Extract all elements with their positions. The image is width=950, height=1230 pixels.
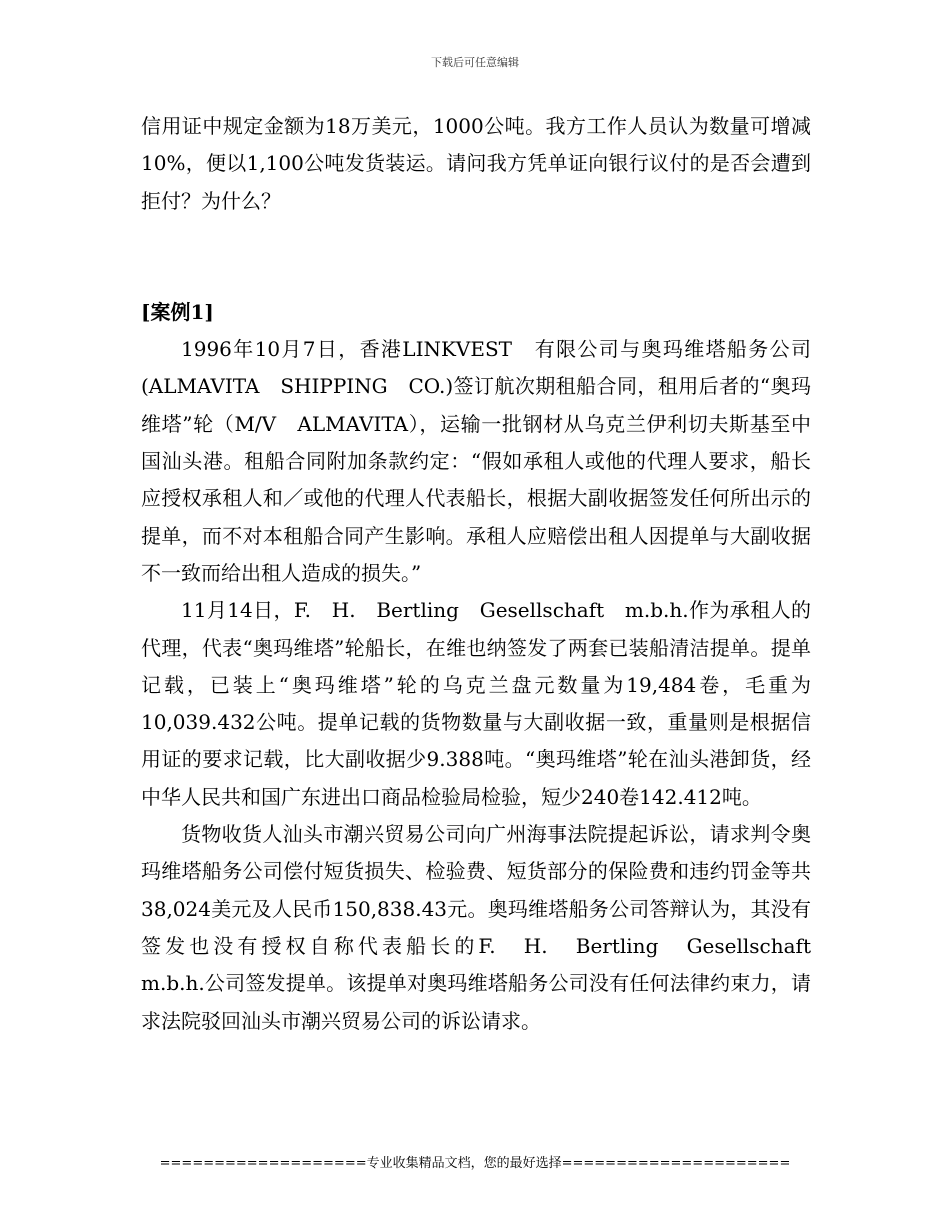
intro-paragraph: 信用证中规定金额为18万美元，1000公吨。我方工作人员认为数量可增减10%，便以1,100公吨发货装运。请问我方凭单证向银行议付的是否会遭到拒付？为什么？ <box>141 114 811 213</box>
case-paragraph-2: 11月14日，F. H. Bertling Gesellschaft m.b.h.作为承租人的代理，代表“奥玛维塔”轮船长，在维也纳签发了两套已装船清洁提单。提单记载，已装上“奥玛维塔”轮的乌克兰盘元数量为19,484卷，毛重为10,039.432公吨。提单记载的货物数量与大副收据一致，重量则是根据信用证的要求记载，比大副收据少9.388吨。“奥玛维塔”轮在汕头港卸货，经中华人民共和国广东进出口商品检验局检验，短少240卷142.412吨。 <box>141 598 811 809</box>
case-paragraph-1: 1996年10月7日，香港LINKVEST 有限公司与奥玛维塔船务公司(ALMAVITA SHIPPING CO.)签订航次期租船合同，租用后者的“奥玛维塔”轮（M/V ALMAVITA），运输一批钢材从乌克兰伊利切夫斯基至中国汕头港。租船合同附加条款约定：“假如承租人或他的代理人要求，船长应授权承租人和／或他的代理人代表船长，根据大副收据签发任何所出示的提单，而不对本租船合同产生影响。承租人应赔偿出租人因提单与大副收据不一致而给出租人造成的损失。” <box>141 337 811 585</box>
page-footer-note: ===================专业收集精品文档，您的最好选择===================== <box>159 1156 791 1171</box>
case-paragraph-3: 货物收货人汕头市潮兴贸易公司向广州海事法院提起诉讼，请求判令奥玛维塔船务公司偿付短货损失、检验费、短货部分的保险费和违约罚金等共38,024美元及人民币150,838.43元。奥玛维塔船务公司答辩认为，其没有签发也没有授权自称代表船长的F. H. Bertling Gesellschaft m.b.h.公司签发提单。该提单对奥玛维塔船务公司没有任何法律约束力，请求法院驳回汕头市潮兴贸易公司的诉讼请求。 <box>141 822 831 1033</box>
case-heading: [案例1] <box>141 299 214 324</box>
document-body <box>141 108 831 1040</box>
section-spacer <box>141 220 811 294</box>
page-header-note: 下载后可任意编辑 <box>431 56 519 69</box>
